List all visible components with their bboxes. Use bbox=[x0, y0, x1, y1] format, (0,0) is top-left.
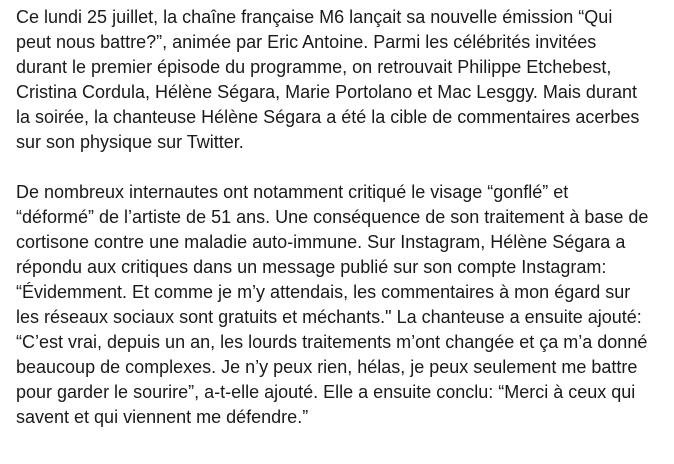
text-line: peut nous battre?”, animée par Eric Antoine. Parmi les célébrités invitées bbox=[16, 32, 597, 52]
text-line: “C’est vrai, depuis un an, les lourds traitements m’ont changée et ça m’a donné bbox=[16, 332, 648, 352]
text-line: pour garder le sourire”, a-t-elle ajouté. Elle a ensuite conclu: “Merci à ceux qui bbox=[16, 382, 636, 402]
text-line: savent et qui viennent me défendre.” bbox=[16, 407, 309, 427]
text-line: “déformé” de l’artiste de 51 ans. Une conséquence de son traitement à base de bbox=[16, 207, 649, 227]
paragraph-2 bbox=[16, 180, 664, 430]
text-line: répondu aux critiques dans un message publié sur son compte Instagram: bbox=[16, 257, 607, 277]
text-line: la soirée, la chanteuse Hélène Ségara a été la cible de commentaires acerbes bbox=[16, 107, 640, 127]
text-line: “Évidemment. Et comme je m’y attendais, les commentaires à mon égard sur bbox=[16, 282, 631, 302]
text-line: beaucoup de complexes. Je n’y peux rien, hélas, je peux seulement me battre bbox=[16, 357, 638, 377]
text-line: Cristina Cordula, Hélène Ségara, Marie Portolano et Mac Lesggy. Mais durant bbox=[16, 82, 637, 102]
text-line: durant le premier épisode du programme, on retrouvait Philippe Etchebest, bbox=[16, 57, 612, 77]
text-line: les réseaux sociaux sont gratuits et méchants." La chanteuse a ensuite ajouté: bbox=[16, 307, 642, 327]
text-line: cortisone contre une maladie auto-immune. Sur Instagram, Hélène Ségara a bbox=[16, 232, 626, 252]
text-line: Ce lundi 25 juillet, la chaîne française M6 lançait sa nouvelle émission “Qui bbox=[16, 7, 613, 27]
text-line: sur son physique sur Twitter. bbox=[16, 132, 244, 152]
article-body bbox=[16, 5, 664, 430]
text-line: De nombreux internautes ont notamment critiqué le visage “gonflé” et bbox=[16, 182, 569, 202]
paragraph-1 bbox=[16, 5, 664, 155]
